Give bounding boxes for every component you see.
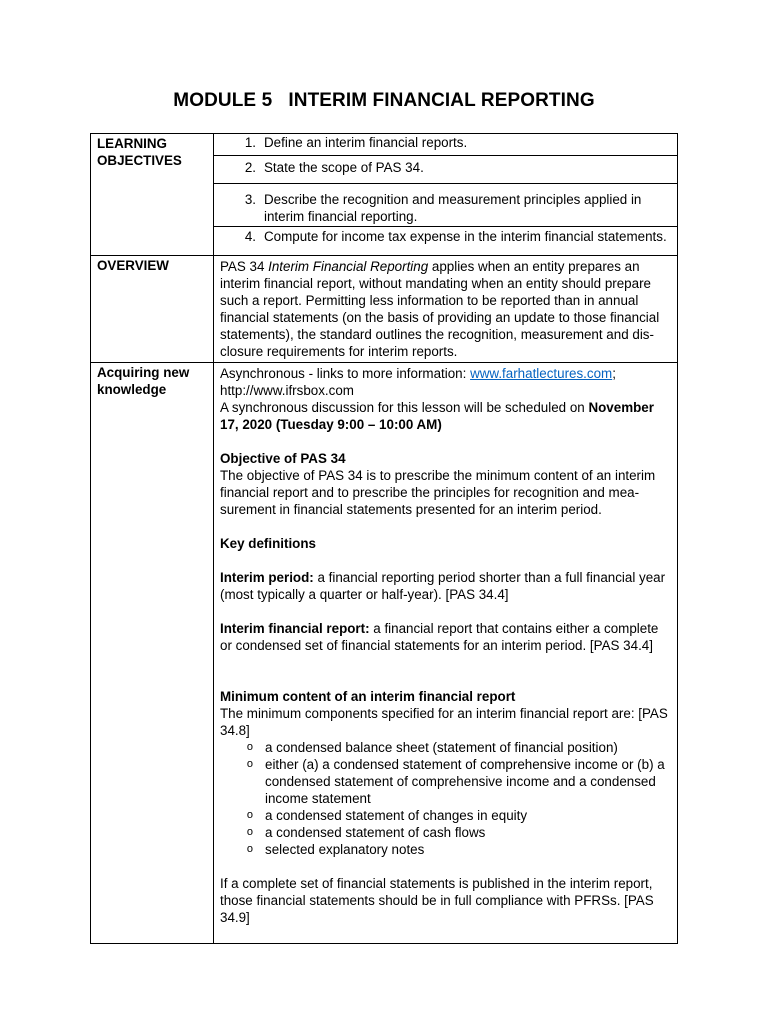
module-table — [90, 133, 678, 944]
overview-cell — [214, 256, 678, 363]
interim-period-text: a financial reporting period shorter than a full financial year (most typically a quarter or half-year). [PAS 34.4] — [220, 570, 666, 602]
component-text: a condensed statement of cash flows — [265, 825, 486, 840]
sync-date: November 17, 2020 (Tuesday 9:00 – 10:00 AM) — [220, 400, 654, 432]
objective-item — [214, 227, 677, 256]
objective-item — [214, 156, 677, 184]
interim-period-term: Interim period: — [220, 570, 314, 585]
list-item — [220, 807, 672, 824]
minimum-content-heading: Minimum content of an interim financial report — [220, 689, 516, 704]
objective-number: 1. — [244, 135, 256, 150]
closing-paragraph: If a complete set of financial statements is published in the interim report, those financial statements should be in full compliance with PFRSs. [PAS 34.9] — [220, 876, 654, 925]
component-text: a condensed balance sheet (statement of financial position) — [265, 740, 618, 755]
overview-label: OVERVIEW — [91, 256, 214, 363]
overview-text: applies when an entity prepares an interim financial report, without mandating when an entity should prepare such a report. Permitting less information to be reported than in annual financial statements (on the basis of providing an update to those financial statements), the standard outlines the recognition, measurement and dis-closure requirements for interim reports. — [220, 259, 660, 359]
list-item — [220, 841, 672, 858]
async-prefix: Asynchronous - links to more information: — [220, 366, 471, 381]
bullet-icon: o — [246, 826, 253, 838]
objective-heading: Objective of PAS 34 — [220, 451, 346, 466]
bullet-icon: o — [246, 843, 253, 855]
objective-item — [214, 184, 677, 227]
list-item — [220, 756, 672, 807]
ifrsbox-link[interactable]: http://www.ifrsbox.com — [220, 383, 354, 398]
component-text: a condensed statement of changes in equity — [265, 808, 528, 823]
objective-number: 3. — [244, 192, 256, 207]
acquiring-knowledge-label: Acquiring new knowledge — [91, 363, 214, 944]
minimum-content-intro: The minimum components specified for an interim financial report are: [PAS 34.8] — [220, 706, 668, 738]
overview-row — [91, 256, 678, 363]
objective-paragraph: The objective of PAS 34 is to prescribe the minimum content of an interim financial report and to prescribe the principles for recognition and mea-surement in financial statements presented for an interim period. — [220, 468, 656, 517]
objective-text: Define an interim financial reports. — [264, 135, 468, 150]
list-item — [220, 739, 672, 756]
overview-prefix: PAS 34 — [220, 259, 269, 274]
learning-objectives-cell — [214, 134, 678, 256]
overview-paragraph — [220, 258, 672, 360]
page-title: MODULE 5 INTERIM FINANCIAL REPORTING — [173, 90, 595, 111]
list-item — [220, 824, 672, 841]
sync-prefix: A synchronous discussion for this lesson will be scheduled on — [220, 400, 589, 415]
acquiring-knowledge-row — [91, 363, 678, 944]
objective-text: State the scope of PAS 34. — [264, 160, 424, 175]
components-list — [220, 739, 672, 858]
interim-report-definition — [220, 620, 672, 654]
learning-objectives-label: LEARNING OBJECTIVES — [91, 134, 214, 256]
async-links-line — [220, 365, 672, 382]
objective-text: Compute for income tax expense in the interim financial statements. — [264, 229, 667, 244]
bullet-icon: o — [246, 758, 253, 770]
interim-report-text: a financial report that contains either a complete or condensed set of financial statements for an interim period. [PAS 34.4] — [220, 621, 659, 653]
objective-number: 4. — [244, 229, 256, 244]
acquiring-knowledge-cell — [214, 363, 678, 944]
sync-discussion-line — [220, 399, 672, 433]
farhatlectures-link[interactable]: www.farhatlectures.com — [470, 366, 613, 381]
component-text: selected explanatory notes — [265, 842, 425, 857]
key-definitions-heading: Key definitions — [220, 536, 316, 551]
objective-text: Describe the recognition and measurement principles applied in interim financial reporting. — [264, 192, 642, 224]
interim-report-term: Interim financial report: — [220, 621, 370, 636]
component-text: either (a) a condensed statement of comprehensive income or (b) a condensed statement of comprehensive income and a condensed income statement — [265, 757, 665, 806]
learning-objectives-row — [91, 134, 678, 256]
overview-standard-title: Interim Financial Reporting — [268, 259, 429, 274]
objective-item — [214, 134, 677, 156]
bullet-icon: o — [246, 741, 253, 753]
bullet-icon: o — [246, 809, 253, 821]
interim-period-definition — [220, 569, 672, 603]
objectives-list — [214, 134, 677, 255]
link-separator: ; — [612, 366, 616, 381]
objective-number: 2. — [244, 160, 256, 175]
